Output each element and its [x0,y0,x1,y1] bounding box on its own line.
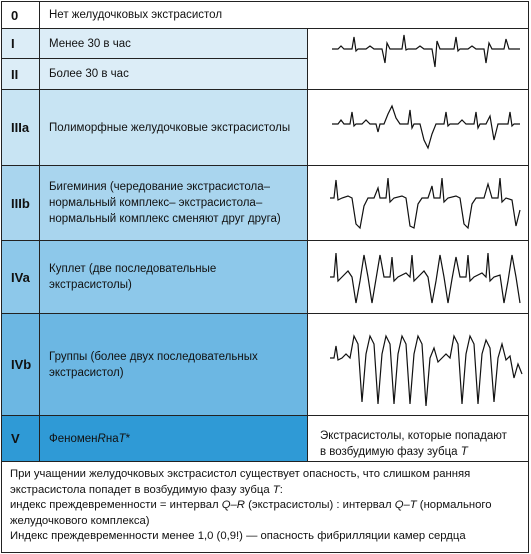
description-cell [40,416,308,461]
class-cell: IIIb [2,166,40,240]
desc-suffix: * [125,432,131,445]
table-row [2,90,528,166]
ecg-trace-salvo [308,314,528,415]
note-line-2a: экстрасистола попадет в возбудимую фазу зубца [10,483,273,496]
wave-t: T [118,432,126,445]
note-line-3 [10,498,522,514]
caption-line-2 [320,444,522,460]
table-row [2,416,528,461]
note-line-3c: (нормального [416,499,492,512]
note-line-2b: : [279,483,283,496]
class-cell: II [2,59,40,89]
description-cell: Нет желудочковых экстрасистол [40,2,528,28]
table-row [2,166,528,241]
description-cell: Более 30 в час [40,59,308,89]
wave-r: R [97,432,106,445]
note-line-3b: (экстрасистолы) : интервал [244,499,395,512]
class-cell: IVb [2,314,40,415]
desc-mid: на [105,432,119,445]
description-cell: Куплет (две последовательные экстрасистолы) [40,241,308,313]
note-line-1: При учащении желудочковых экстрасистол существует опасность, что слишком ранняя [10,468,471,480]
ecg-trace-rare-extrasystoles [308,29,528,90]
table-row [2,2,528,29]
description-cell: Менее 30 в час [40,29,308,58]
r-on-t-caption [308,416,528,461]
ecg-trace-bigeminy [308,166,528,240]
caption-line-2-text: в возбудимую фазу зубца [320,446,461,458]
caption-line-1: Экстрасистолы, которые попадают [320,430,507,442]
note-wave-t: T [272,483,280,496]
table-row [2,241,528,314]
description-cell: Бигеминия (чередование экстрасистола–нормальный комплекс– экстрасистола–нормальный комплекс сменяют друг друга) [40,166,308,240]
caption-wave-t: T [460,446,468,458]
note-line-2 [10,483,522,499]
ecg-trace-polymorphic [308,90,528,165]
ecg-trace-couplet [308,241,528,313]
note-interval-qt: Q–T [394,499,417,512]
description-cell: Группы (более двух последовательных экстрасистол) [40,314,308,415]
table-row [2,314,528,416]
r-on-t-caption-cell [308,416,528,461]
class-cell: 0 [2,2,40,28]
lown-classification-table [1,1,529,462]
class-cell: IIIa [2,90,40,165]
description-cell: Полиморфные желудочковые экстрасистолы [40,90,308,165]
desc-prefix: Феномен [49,432,98,445]
class-cell: V [2,416,40,461]
class-cell: IVa [2,241,40,313]
footnote-block [1,462,529,553]
note-line-4: желудочкового комплекса) [10,514,150,527]
class-cell: I [2,29,40,58]
note-line-3a: индекс преждевременности = интервал [10,499,222,512]
note-line-5: Индекс преждевременности менее 1,0 (0,9!) — опасность фибрилляции камер сердца [10,530,466,543]
note-interval-qr: Q–R [221,499,245,512]
